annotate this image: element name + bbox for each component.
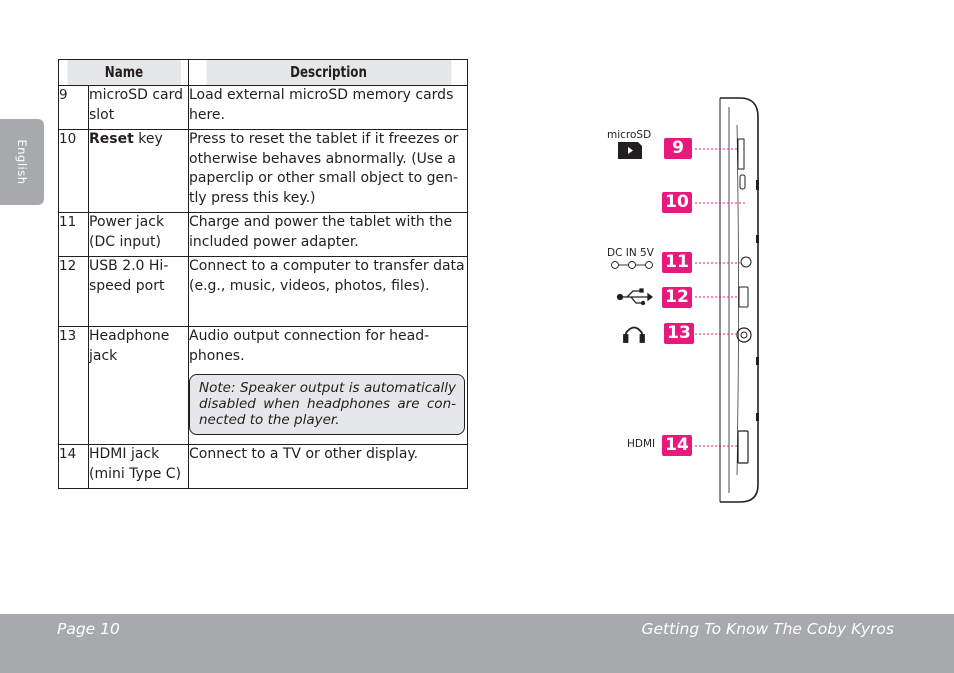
- headphones-icon: [624, 328, 644, 343]
- row-description: Charge and power the tablet with the included power adapter.: [189, 213, 468, 257]
- hdmi-label: HDMI: [627, 438, 656, 450]
- dc-polarity-icon: [612, 262, 653, 269]
- page-number: Page 10: [57, 620, 120, 638]
- language-tab-label: English: [15, 139, 29, 185]
- table-row: [59, 445, 468, 489]
- usb-icon: [618, 289, 653, 305]
- table-row: [59, 86, 468, 130]
- microsd-card-icon: [618, 142, 642, 159]
- language-tab: [0, 119, 44, 205]
- callout-badge: 14: [662, 435, 692, 456]
- row-description-cell: [189, 327, 468, 445]
- table-header-row: [59, 60, 468, 86]
- row-number: 11: [59, 213, 89, 257]
- callout-badge: 10: [662, 192, 692, 213]
- row-number: 12: [59, 257, 89, 327]
- row-name-bold: Reset: [89, 131, 134, 147]
- row-number: 9: [59, 86, 89, 130]
- page-footer: [0, 614, 954, 673]
- microsd-label: microSD: [607, 129, 652, 141]
- table-row: [59, 327, 468, 445]
- callout-badge: 9: [664, 138, 692, 159]
- row-number: 13: [59, 327, 89, 445]
- row-name: HDMI jack (mini Type C): [89, 445, 189, 489]
- row-name: microSD card slot: [89, 86, 189, 130]
- callout-badge: 12: [662, 287, 692, 308]
- row-description: Load external microSD memory cards here.: [189, 86, 468, 130]
- section-title: Getting To Know The Coby Kyros: [641, 620, 894, 638]
- dc-in-label: DC IN 5V: [607, 247, 654, 259]
- header-name: Name: [66, 60, 180, 86]
- row-description: Press to reset the tablet if it freezes or otherwise behaves abnormally. (Use a paperclip or other small object to gen-tly press this key.): [189, 130, 468, 213]
- table-row: [59, 213, 468, 257]
- callout-badge: 11: [662, 252, 692, 273]
- row-name: Power jack (DC input): [89, 213, 189, 257]
- headphone-note: Note: Speaker output is automatically disabled when headphones are con-nected to the player.: [189, 374, 465, 435]
- row-name: Headphone jack: [89, 327, 189, 445]
- row-name: USB 2.0 Hi-speed port: [89, 257, 189, 327]
- table-row: [59, 257, 468, 327]
- tablet-side-diagram: [600, 95, 770, 505]
- row-number: 14: [59, 445, 89, 489]
- row-description: Connect to a computer to transfer data (e.g., music, videos, photos, files).: [189, 257, 468, 327]
- table-row: [59, 130, 468, 213]
- row-description: Audio output connection for head-phones.: [189, 328, 430, 364]
- header-description: Description: [205, 60, 451, 86]
- callout-badge: 13: [664, 323, 694, 344]
- row-number: 10: [59, 130, 89, 213]
- parts-table: [58, 59, 468, 489]
- row-description: Connect to a TV or other display.: [189, 445, 468, 489]
- row-name-rest: key: [133, 131, 163, 147]
- row-name: [89, 130, 189, 213]
